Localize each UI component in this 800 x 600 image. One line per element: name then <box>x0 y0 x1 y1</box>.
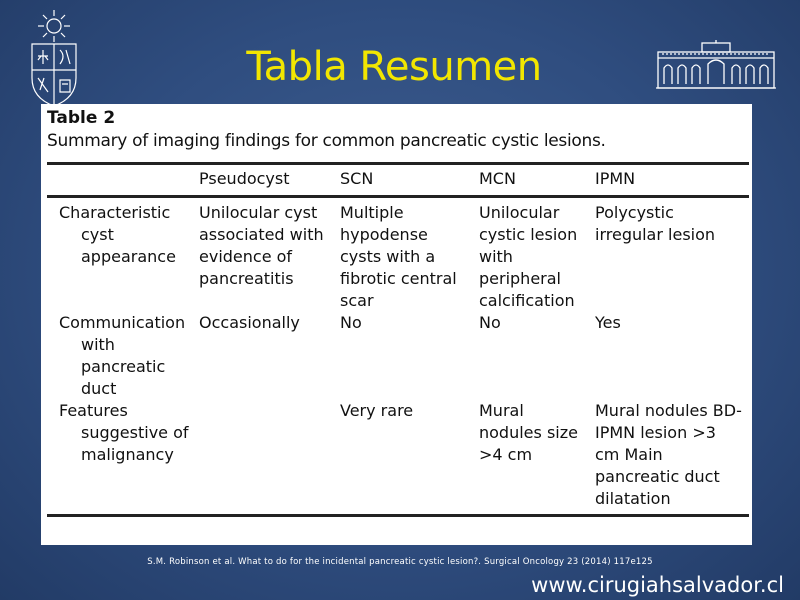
table-row <box>47 312 749 400</box>
column-header-scn: SCN <box>340 169 374 188</box>
summary-table-panel <box>41 104 752 545</box>
table-row <box>47 400 749 516</box>
table-cell: Occasionally <box>199 313 300 332</box>
table-cell: Mural nodules size >4 cm <box>479 401 578 464</box>
column-header-ipmn: IPMN <box>595 169 636 188</box>
row-header <box>47 400 195 516</box>
table-cell: Multiple hypodense cysts with a fibrotic central scar <box>340 203 457 310</box>
table-cell: Mural nodules BD-IPMN lesion >3 cm Main pancreatic duct dilatation <box>595 401 742 508</box>
column-header-mcn: MCN <box>479 169 516 188</box>
table-cell: No <box>340 313 362 332</box>
hospital-building-icon <box>654 40 778 92</box>
table-cell <box>195 400 336 516</box>
table-row <box>47 197 749 313</box>
column-header <box>47 164 195 197</box>
row-header-text: Features suggestive of malignancy <box>59 401 189 464</box>
table-caption: Summary of imaging findings for common pancreatic cystic lesions. <box>47 131 606 151</box>
row-header <box>47 312 195 400</box>
citation-text: S.M. Robinson et al. What to do for the incidental pancreatic cystic lesion?. Surgical Oncology 23 (2014) 117e125 <box>147 557 653 567</box>
row-header-text: Communication with pancreatic duct <box>59 313 186 398</box>
table-cell: Unilocular cyst associated with evidence of pancreatitis <box>199 203 324 288</box>
slide-title: Tabla Resumen <box>246 44 542 90</box>
table-cell: Polycystic irregular lesion <box>595 203 716 244</box>
table-label: Table 2 <box>47 108 116 128</box>
row-header <box>47 197 195 313</box>
table-cell: Unilocular cystic lesion with peripheral calcification <box>479 203 578 310</box>
table-cell: Yes <box>595 313 621 332</box>
website-url: www.cirugiahsalvador.cl <box>531 573 784 597</box>
table-cell: Very rare <box>340 401 414 420</box>
table-cell: No <box>479 313 501 332</box>
column-header-pseudocyst: Pseudocyst <box>199 169 290 188</box>
table-header-row <box>47 164 749 197</box>
summary-table <box>47 162 749 517</box>
row-header-text: Characteristic cyst appearance <box>59 203 176 266</box>
